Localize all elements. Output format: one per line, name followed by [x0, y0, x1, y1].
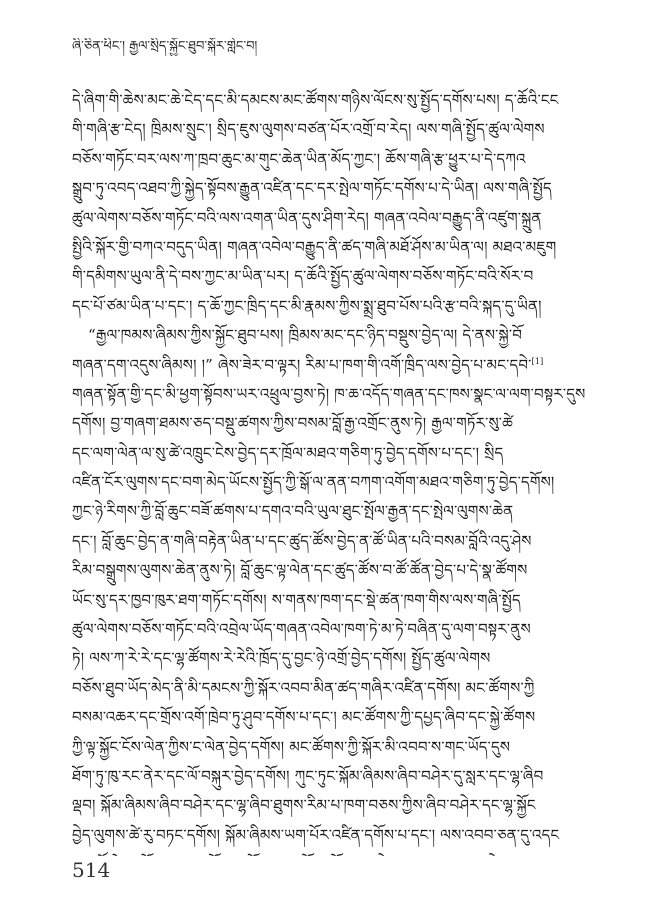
text-line: དགོས། བྱ་གཞག་ཐམས་ཅད་བསྡུ་ཚགས་ཀྱིས་བསམ་བློ་རྒྱ་འགྲོང་ནུས་ཏེ། རྒྱལ་གཏོར་སུ་ཚེ [72, 414, 514, 433]
text-line: ཡོང་སུ་དར་ཁྱབ་ཁུར་ཐག་གཏོང་དགོས། ས་གནས་ཁག་དང་སྡེ་ཚན་ཁག་གིས་ལས་གཞི་སྤྱོད [72, 590, 521, 609]
text-line: བཅོས་ཐུབ་ཡོད་མེད་ནི་མི་དམངས་ཀྱི་སྐོར་འབབ་མིན་ཚད་གཞིར་འཛིན་དགོས། མང་ཚོགས་ཀྱི [72, 678, 535, 697]
text-line: སྒྲུབ་ཏུ་འབད་འཐབ་ཀྱི་སྐྱེད་སྟོབས་རྒྱུན་འཛིན་དང་དར་སྤེལ་གཏོང་དགོས་པ་དེ་ཡིན། ལས་གཞི་སྤྱོད [72, 179, 552, 198]
text-line: ཐོག་ཏུ་ཁུ་རང་ནེར་དང་ལོ་བསྐུར་བྱེད་དགོས། ཀུང་ཏུང་སྐོམ་ཞིམས་ཞིབ་བཤེར་དུ་སླར་དང་ལྷ་ཞིབ [72, 766, 544, 785]
text-line: སྤྱིའི་སྐོར་གྱི་བཀའ་བདུད་ཡིན། གཞན་འབེལ་བརྒྱུད་ནི་ཚད་གཞི་མཐོ་ཤོས་མ་ཡིན་ལ། མཐའ་མཇུག [72, 237, 557, 256]
text-line: བྱེད་ལུགས་ཚེ་རུ་བཏང་དགོས། སྐོམ་ཞིམས་ཡག་པོར་འཛིན་དགོས་པ་དང་། ལས་འབབ་ཅན་དུ་འདང [72, 825, 560, 844]
text-line: བཅོས་གཏོང་བར་ལས་ཀ་ཁྲབ་ཆུང་མ་གུང་ཆེན་ཡིན་མོད་ཀྱང་། ཆོས་གཞི་རྩ་ཕྱུར་པ་དེ་དཀའ [72, 149, 526, 168]
text-line: ཀྱང་ཉེ་རིགས་ཀྱི་བློ་ཆུང་བཟོ་ཚགས་པ་དགའ་བའི་ཡུལ་ཐུང་སྤོལ་རྒྱན་དང་སྤེལ་ལུགས་ཆེན [72, 502, 514, 521]
running-header: ཞི་ཅིན་ཕིང་། རྒྱལ་སྲིད་སྐྱོང་ཐུབ་སྐོར་གླེང་བ། [72, 39, 258, 54]
text-line: ཀྱི་ལྟ་སྐྱོང་ངོས་ལེན་ཀྱིས་ང་ལེན་བྱེད་དགོས། མང་ཚོགས་ཀྱི་སྐོར་མི་འབབ་ས་གང་ཡོད་དུས [72, 737, 511, 756]
text-line [72, 351, 612, 380]
text-line: འཛིན་ངོར་ལུགས་དང་བག་མེད་ཡོངས་སྤྱོད་ཀྱི་སྒོ་ལ་ནན་བཀག་འགོག་མཐའ་གཅིག་ཏུ་བྱེད་དགོས། [72, 473, 555, 492]
text-line: རིམ་བསྒྲུགས་ལུགས་ཆེན་ནུས་ཏེ། བློ་ཆུང་ལྟ་ལེན་དང་ཚུད་ཚོས་བ་ཚོ་ཚོན་བྱེད་པ་དེ་སྣ་ཚོགས [72, 561, 528, 580]
text-line: གི་གཞི་རྩ་ངེད། ཁྲིམས་སྲུང་། སྲིད་ཇུས་ལུགས་བཙན་པོར་འགྲོ་བ་རེད། ལས་གཞི་སྤྱོད་ཚུལ་ལེགས [72, 120, 545, 139]
text-line: ཚུལ་ལེགས་བཅོས་གཏོང་བའི་འབྲེལ་ཡོད་གཞན་འབེལ་ཁག་ཏེ་མ་ཏེ་བཞིན་དུ་ལག་བསྟར་ནུས [72, 620, 531, 639]
page-number: 514 [72, 858, 111, 882]
text-line: དེ་ཞིག་གི་ཆེས་མང་ཆེ་ངེད་དང་མི་དམངས་མང་ཚོགས་གཉིས་ལོངས་སུ་སྤྱོད་དགོས་པས། ད་ཆོའི་ངང [72, 91, 559, 109]
text-line: “རྒྱལ་ཁམས་ཞིམས་ཀྱིས་སྐྱོང་ཐུབ་པས། ཁྲིམས་མང་དང་ཉིད་བསྡུས་བྱེད་ལ། དེ་ནས་སྐྱེ་བོ [88, 326, 523, 345]
body-text [72, 86, 612, 856]
text-line: ཏེ། ལས་ཀ་རེ་རེ་དང་ལྷ་ཚོགས་རེ་རེའི་ཁྲོད་དུ་བྱང་ཉེ་འགྲོ་བྱེད་དགོས། སྤྱོད་ཚུལ་ལེགས [72, 649, 491, 668]
text-line: གི་དམིགས་ཡུལ་ནི་དེ་བས་ཀྱང་མ་ཡིན་པར། ད་ཆོའི་སྤྱོད་ཚུལ་ལེགས་བཅོས་གཏོང་བའི་སོར་བ [72, 267, 534, 286]
text-line: ལྡབ། སྐོམ་ཞིམས་ཞིབ་བཤེར་དང་ལྷ་ཞིབ་ཐུགས་རིམ་པ་ཁག་བཅས་ཀྱིས་ཞིབ་བཤེར་དང་ལྷ་སྐྱོང [72, 796, 536, 815]
text-line: ཚུལ་ལེགས་བཅོས་གཏོང་བའི་ལས་འགན་ཡིན་དུས་ཤིག་རེད། གཞན་འབེལ་བརྒྱུད་ནི་འཛུག་སྐྲུན [72, 208, 542, 227]
text-line [72, 850, 612, 856]
text-line: དང་། བློ་ཆུང་བྱེད་ན་གཞི་བརྟེན་ཡིན་པ་དང་ཚུད་ཚོས་བྱེད་ན་ཚོ་ཡིན་པའི་བསམ་བློའི་འདུ་ཤེས [72, 531, 532, 550]
text-line: གཞན་སྟོན་གྱི་དང་མི་ཕྱག་སྟོབས་ཡར་འཕྲུལ་བྱས་ཏེ། ཁ་ཆ་འདོད་གཞན་དང་ཁས་སྣང་ལ་ལག་བསྟར་དུས [72, 384, 586, 403]
text-line: བསམ་འཆར་དང་གྲོས་འགོ་ཁྲེབ་ཏུ་ཤུབ་དགོས་པ་དང་། མང་ཚོགས་ཀྱི་དཔྱད་ཞིབ་དང་སྐྱེ་ཚོགས [72, 708, 536, 727]
text-line: དང་ལག་ལེན་ལ་སུ་ཚེ་འཁྲུང་ངེས་བྱེད་དར་ཁྲོལ་མཐའ་གཅིག་ཏུ་བྱེད་དགོས་པ་དང་། སྲིད [72, 443, 504, 462]
text-segment: གཞན་དག་འདུས་ཞིམས། །” ཞེས་ཟེར་བ་ལྟར། རིམ་པ་ཁག་གི་འགོ་ཁྲིད་ལས་བྱེད་པ་མང་དབེ་ [72, 355, 532, 374]
text-line: དང་པོ་ཙམ་ཡིན་པ་དང་། ད་ཆོ་ཀྱང་ཁྲིད་དང་མི་རྣམས་ཀྱིས་སྨྲ་ཐུབ་པོས་པའི་རྩ་བའི་སྐད་དུ་ཡིན། [72, 296, 542, 315]
footnote-marker[interactable]: [1] [531, 356, 544, 366]
